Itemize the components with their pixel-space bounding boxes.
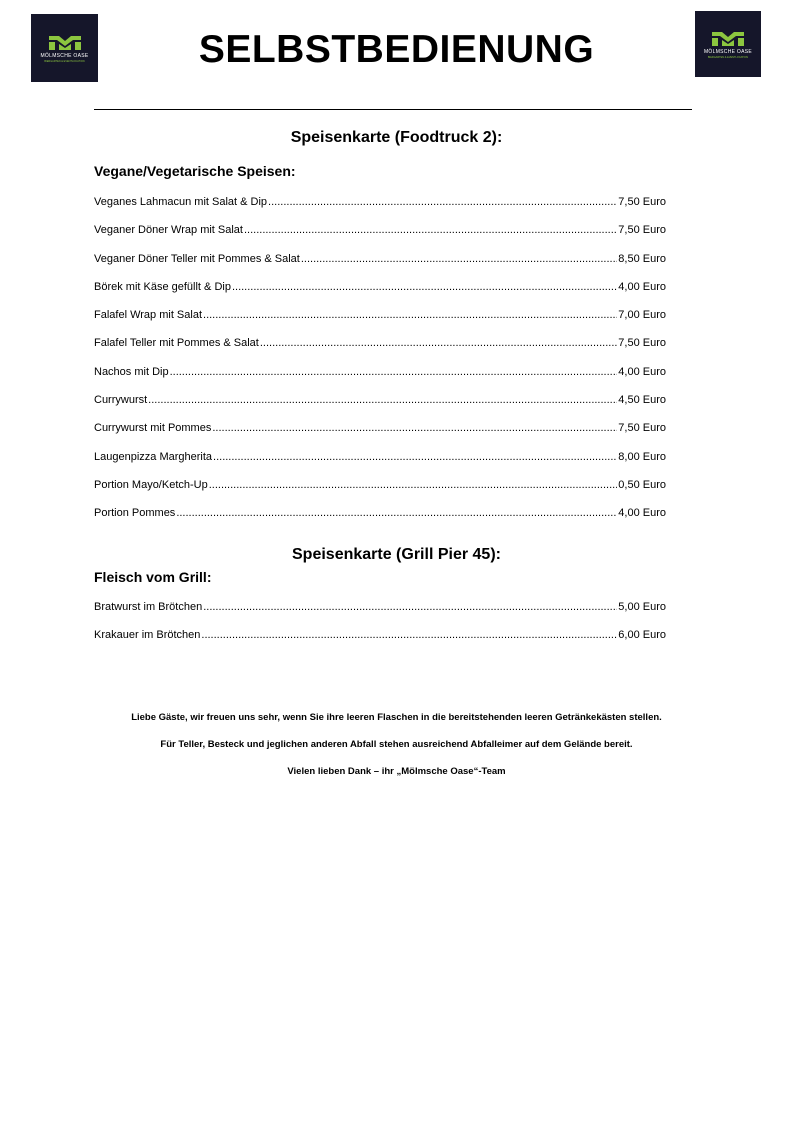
menu-item-price: 4,50 Euro	[618, 394, 666, 407]
menu-item-price: 8,00 Euro	[618, 450, 666, 463]
menu-item-row	[94, 599, 666, 627]
menu-item-row	[94, 505, 666, 533]
menu-item-name: Falafel Teller mit Pommes & Salat	[94, 337, 259, 350]
menu-item-row	[94, 364, 666, 392]
foodtruck-section-title: Speisenkarte (Foodtruck 2):	[290, 129, 503, 146]
menu-item-price: 7,50 Euro	[618, 196, 666, 208]
menu-item-row	[94, 307, 666, 335]
footer-note-thanks: Vielen lieben Dank – ihr „Mölmsche Oase“-Team	[287, 766, 506, 777]
menu-item-row	[94, 392, 666, 420]
menu-item-price: 7,50 Euro	[618, 224, 666, 237]
menu-item-name: Veganer Döner Wrap mit Salat	[94, 224, 243, 237]
dot-leader	[201, 627, 617, 643]
dot-leader	[260, 335, 617, 351]
grill-subheading: Fleisch vom Grill:	[94, 569, 212, 585]
menu-item-name: Veganes Lahmacun mit Salat & Dip	[94, 196, 268, 208]
dot-leader	[213, 449, 617, 465]
footer-note-bottles: Liebe Gäste, wir freuen uns sehr, wenn Sie ihre leeren Flaschen in die bereitstehenden leeren Getränkekästen stellen.	[131, 712, 662, 723]
menu-item-row	[94, 477, 666, 505]
header-divider	[94, 109, 692, 110]
grill-section-title: Speisenkarte (Grill Pier 45):	[292, 546, 501, 563]
logo-right	[695, 11, 761, 77]
menu-item-name: Krakauer im Brötchen	[94, 629, 201, 642]
logo-brand-subtext: BIERGARTEN & EVENTLOCATION	[44, 59, 85, 63]
foodtruck-menu-list	[94, 194, 666, 534]
menu-item-price: 7,50 Euro	[618, 422, 666, 435]
menu-item-name: Falafel Wrap mit Salat	[94, 309, 203, 322]
menu-item-price: 4,00 Euro	[618, 365, 666, 378]
menu-item-row	[94, 420, 666, 448]
dot-leader	[212, 420, 617, 436]
dot-leader	[203, 307, 617, 323]
dot-leader	[301, 251, 617, 267]
menu-item-name: Currywurst	[94, 394, 148, 407]
menu-item-row	[94, 335, 666, 363]
menu-item-name: Bratwurst im Brötchen	[94, 601, 203, 613]
menu-item-row	[94, 222, 666, 250]
dot-leader	[244, 222, 617, 238]
dot-leader	[232, 279, 617, 295]
menu-item-name: Börek mit Käse gefüllt & Dip	[94, 280, 231, 293]
menu-item-name: Laugenpizza Margherita	[94, 450, 213, 463]
dot-leader	[209, 477, 618, 493]
dot-leader	[176, 505, 617, 521]
page-title: SELBSTBEDIENUNG	[198, 28, 595, 71]
menu-item-row	[94, 251, 666, 279]
dot-leader	[170, 364, 618, 380]
logo-brand-subtext: BIERGARTEN & EVENTLOCATION	[707, 55, 749, 59]
menu-item-price: 7,00 Euro	[618, 309, 666, 322]
menu-item-name: Nachos mit Dip	[94, 365, 169, 378]
footer-note-waste: Für Teller, Besteck und jeglichen anderen Abfall stehen ausreichend Abfalleimer auf dem Gelände bereit.	[160, 739, 633, 750]
menu-item-row	[94, 449, 666, 477]
grill-menu-list	[94, 599, 666, 656]
logo-brand-text: MÖLMSCHE OASE	[40, 52, 89, 59]
menu-item-name: Portion Pommes	[94, 507, 176, 520]
menu-item-name: Currywurst mit Pommes	[94, 422, 212, 435]
vegan-subheading: Vegane/Vegetarische Speisen:	[94, 163, 296, 179]
menu-item-price: 8,50 Euro	[618, 252, 666, 265]
dot-leader	[203, 599, 617, 615]
oase-logo-icon	[710, 30, 746, 48]
dot-leader	[268, 194, 617, 210]
menu-item-row	[94, 627, 666, 655]
menu-item-price: 6,00 Euro	[618, 629, 666, 642]
menu-item-price: 0,50 Euro	[618, 478, 666, 491]
menu-item-row	[94, 194, 666, 222]
menu-item-price: 4,00 Euro	[618, 280, 666, 293]
logo-brand-text: MÖLMSCHE OASE	[703, 48, 753, 55]
dot-leader	[148, 392, 617, 408]
menu-item-name: Veganer Döner Teller mit Pommes & Salat	[94, 252, 300, 265]
menu-item-price: 4,00 Euro	[618, 507, 666, 520]
menu-item-row	[94, 279, 666, 307]
menu-item-price: 7,50 Euro	[618, 337, 666, 350]
menu-item-price: 5,00 Euro	[618, 601, 666, 613]
menu-item-name: Portion Mayo/Ketch-Up	[94, 478, 208, 491]
